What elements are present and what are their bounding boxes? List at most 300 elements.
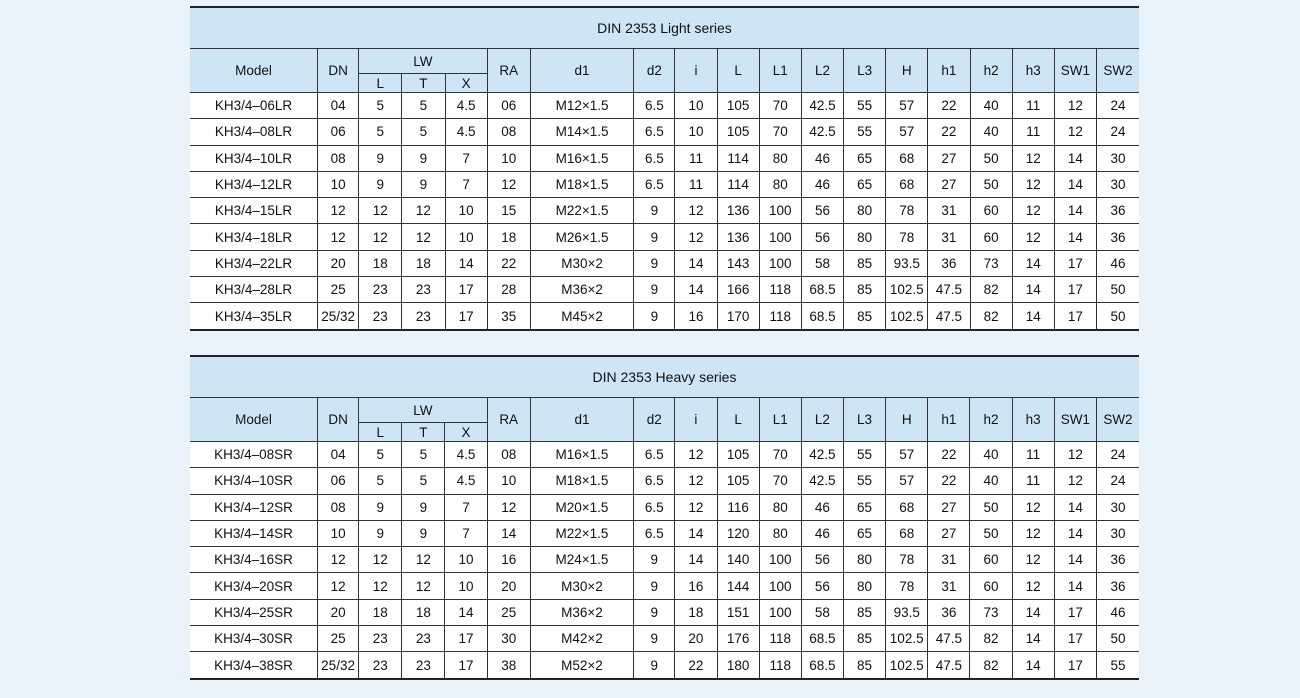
table-cell: 9 [634,573,675,599]
table-cell: 55 [843,442,885,468]
table-cell: 12 [675,442,717,468]
col-sw2: SW2 [1096,398,1139,442]
table-cell: 10 [445,573,487,599]
table-cell: 20 [318,250,359,276]
table-cell: 6.5 [634,145,675,171]
table-cell: 17 [1054,277,1096,303]
heavy-series-table [190,355,1139,680]
table-cell: 14 [1012,626,1054,652]
table-cell: 57 [886,93,928,119]
table-cell: 12 [487,171,530,197]
table-cell: 118 [759,652,801,679]
col-ra: RA [487,398,530,442]
table-cell: 24 [1096,119,1139,145]
table-cell: 27 [928,145,970,171]
table-cell: 50 [970,145,1012,171]
table-cell: 22 [928,119,970,145]
table-title: DIN 2353 Light series [190,7,1139,49]
table-cell: 23 [359,277,402,303]
table-cell: 9 [402,171,445,197]
table-cell: 85 [843,599,885,625]
table-cell: 14 [445,599,487,625]
table-cell: 30 [1096,494,1139,520]
col-sw1: SW1 [1054,49,1096,93]
table-cell: 08 [487,442,530,468]
table-cell: 68 [886,171,928,197]
table-cell: 12 [675,494,717,520]
table-cell: 9 [359,494,402,520]
table-cell: 151 [717,599,759,625]
table-cell: 80 [759,145,801,171]
table-cell: 9 [359,520,402,546]
table-cell: 14 [1054,494,1096,520]
col-h3: h3 [1012,49,1054,93]
model-cell: KH3/4–28LR [190,277,318,303]
table-cell: 70 [759,442,801,468]
model-cell: KH3/4–35LR [190,303,318,330]
table-cell: 14 [675,277,717,303]
table-cell: 56 [801,547,843,573]
col-sw1: SW1 [1054,398,1096,442]
table-cell: 85 [844,277,886,303]
table-cell: 4.5 [445,468,487,494]
col-L3: L3 [844,49,886,93]
table-cell: 47.5 [928,652,970,679]
table-cell: 100 [759,599,801,625]
table-cell: 100 [759,547,801,573]
table-cell: 57 [886,119,928,145]
table-cell: 42.5 [801,93,843,119]
table-cell: 65 [844,145,886,171]
table-cell: 23 [402,277,445,303]
table-cell: 140 [717,547,759,573]
table-cell: 9 [634,652,675,679]
table-cell: 12 [1012,171,1054,197]
table-cell: 08 [318,145,359,171]
table-cell: 85 [844,303,886,330]
table-cell: M30×2 [530,250,633,276]
model-cell: KH3/4–30SR [190,626,318,652]
table-cell: 14 [1012,250,1054,276]
table-cell: 12 [359,198,402,224]
table-cell: 50 [1096,277,1139,303]
table-cell: 4.5 [445,119,487,145]
table-cell: 60 [970,573,1012,599]
table-cell: 27 [928,520,970,546]
table-cell: 14 [1012,277,1054,303]
col-h1: h1 [928,398,970,442]
table-row [190,547,1139,573]
table-cell: 7 [445,520,487,546]
table-cell: 15 [487,198,530,224]
table-cell: 85 [843,626,885,652]
table-cell: 17 [1054,303,1096,330]
table-cell: 7 [445,145,487,171]
table-cell: 12 [318,547,359,573]
table-cell: 70 [759,468,801,494]
table-cell: 12 [1054,93,1096,119]
table-cell: 16 [675,303,717,330]
table-cell: 56 [801,224,843,250]
table-row [190,626,1139,652]
table-cell: 82 [970,277,1012,303]
table-cell: 27 [928,494,970,520]
table-cell: 31 [928,198,970,224]
model-cell: KH3/4–06LR [190,93,318,119]
table-cell: 17 [445,277,487,303]
table-cell: M26×1.5 [530,224,633,250]
table-cell: 14 [1054,145,1096,171]
table-cell: 17 [1054,250,1096,276]
table-cell: 68 [886,520,928,546]
table-cell: 11 [675,145,717,171]
table-cell: 85 [844,250,886,276]
table-cell: 80 [759,494,801,520]
table-cell: 170 [717,303,759,330]
table-cell: 12 [402,198,445,224]
table-cell: 68.5 [801,277,843,303]
table-cell: 25 [487,599,530,625]
table-cell: 04 [318,93,359,119]
table-cell: 80 [759,171,801,197]
table-row [190,468,1139,494]
table-cell: 60 [970,198,1012,224]
table-cell: 100 [759,224,801,250]
table-cell: 23 [359,652,402,679]
model-cell: KH3/4–12LR [190,171,318,197]
table-cell: 22 [928,93,970,119]
table-cell: 55 [843,468,885,494]
model-cell: KH3/4–38SR [190,652,318,679]
table-cell: M24×1.5 [530,547,633,573]
table-cell: 73 [970,250,1012,276]
table-cell: 14 [675,547,717,573]
table-cell: 24 [1096,442,1139,468]
table-cell: 12 [1012,573,1054,599]
table-cell: 14 [675,250,717,276]
table-cell: 10 [675,119,717,145]
table-cell: M52×2 [530,652,633,679]
col-lw: LW [359,398,487,423]
col-d2: d2 [634,398,675,442]
table-cell: 50 [1096,303,1139,330]
table-cell: 60 [970,224,1012,250]
table-cell: 12 [675,468,717,494]
table-row [190,250,1139,276]
table-row [190,93,1139,119]
table-cell: 12 [402,224,445,250]
table-cell: 93.5 [886,599,928,625]
table-row [190,599,1139,625]
table-cell: 47.5 [928,277,970,303]
table-cell: 08 [487,119,530,145]
table-cell: 176 [717,626,759,652]
table-cell: 12 [402,547,445,573]
table-cell: 36 [928,250,970,276]
table-cell: 9 [634,198,675,224]
table-cell: 12 [1012,224,1054,250]
table-cell: 28 [487,277,530,303]
model-cell: KH3/4–08SR [190,442,318,468]
table-cell: 12 [675,198,717,224]
table-cell: 14 [1054,520,1096,546]
table-cell: 42.5 [801,442,843,468]
model-cell: KH3/4–16SR [190,547,318,573]
table-cell: 78 [886,198,928,224]
table-cell: 12 [487,494,530,520]
table-cell: 5 [359,119,402,145]
table-cell: 10 [487,145,530,171]
table-row [190,494,1139,520]
table-cell: 5 [359,93,402,119]
table-cell: 57 [886,442,928,468]
table-cell: 12 [1012,494,1054,520]
table-cell: 18 [402,250,445,276]
table-cell: M16×1.5 [530,145,633,171]
table-row [190,520,1139,546]
table-cell: 25/32 [318,303,359,330]
table-cell: 114 [717,145,759,171]
table-cell: 08 [318,494,359,520]
table-cell: 7 [445,171,487,197]
table-row [190,171,1139,197]
col-d1: d1 [530,49,633,93]
table-cell: 6.5 [634,171,675,197]
table-cell: 20 [318,599,359,625]
table-cell: 14 [1012,652,1054,679]
table-cell: 14 [1054,547,1096,573]
table-cell: 180 [717,652,759,679]
model-cell: KH3/4–20SR [190,573,318,599]
table-cell: 9 [359,171,402,197]
model-cell: KH3/4–14SR [190,520,318,546]
col-d1: d1 [530,398,633,442]
table-cell: M36×2 [530,599,633,625]
table-cell: M45×2 [530,303,633,330]
table-cell: 30 [1096,145,1139,171]
model-cell: KH3/4–18LR [190,224,318,250]
table-cell: 38 [487,652,530,679]
table-cell: 56 [801,198,843,224]
table-row [190,277,1139,303]
table-row [190,198,1139,224]
table-cell: 9 [402,145,445,171]
table-cell: 100 [759,198,801,224]
table-cell: 10 [318,171,359,197]
table-cell: 11 [1012,468,1054,494]
table-cell: 144 [717,573,759,599]
model-cell: KH3/4–15LR [190,198,318,224]
table-cell: 40 [970,93,1012,119]
col-h3: h3 [1012,398,1054,442]
table-cell: 136 [717,198,759,224]
table-cell: 17 [445,303,487,330]
table-cell: 36 [1096,547,1139,573]
table-cell: 5 [402,93,445,119]
table-cell: 18 [359,599,402,625]
table-cell: 30 [1096,520,1139,546]
table-cell: 22 [487,250,530,276]
col-sw2: SW2 [1096,49,1139,93]
table-cell: 7 [445,494,487,520]
table-row [190,224,1139,250]
table-cell: M20×1.5 [530,494,633,520]
col-L2: L2 [801,49,843,93]
table-cell: 6.5 [634,442,675,468]
col-model: Model [190,398,318,442]
table-cell: 70 [759,119,801,145]
col-lw-t: T [402,74,445,93]
col-i: i [675,398,717,442]
table-cell: 16 [487,547,530,573]
table-cell: 9 [634,599,675,625]
table-cell: 20 [675,626,717,652]
table-cell: 12 [1012,198,1054,224]
table-cell: 17 [445,652,487,679]
table-cell: M22×1.5 [530,198,633,224]
table-cell: M14×1.5 [530,119,633,145]
table-cell: 46 [801,520,843,546]
table-cell: 118 [759,277,801,303]
table-cell: 11 [675,171,717,197]
col-lw-x: X [445,423,487,442]
table-cell: M18×1.5 [530,468,633,494]
table-cell: 102.5 [886,277,928,303]
table-cell: 70 [759,93,801,119]
table-cell: 22 [928,468,970,494]
table-cell: 78 [886,573,928,599]
table-cell: 58 [801,250,843,276]
table-cell: 24 [1096,468,1139,494]
table-cell: 36 [1096,224,1139,250]
table-cell: 85 [843,652,885,679]
table-cell: 40 [970,442,1012,468]
table-cell: 46 [1096,599,1139,625]
table-row [190,442,1139,468]
table-cell: 5 [359,468,402,494]
table-cell: 9 [634,547,675,573]
col-H: H [886,398,928,442]
col-h2: h2 [970,398,1012,442]
table-cell: 50 [970,171,1012,197]
table-cell: 55 [844,119,886,145]
table-cell: 25 [318,626,359,652]
table-cell: 80 [843,573,885,599]
table-cell: 12 [1054,119,1096,145]
table-cell: 17 [1054,626,1096,652]
table-cell: 17 [1054,599,1096,625]
table-cell: 31 [928,547,970,573]
table-cell: 14 [1054,171,1096,197]
table-cell: 93.5 [886,250,928,276]
table-cell: 12 [318,224,359,250]
table-cell: 5 [359,442,402,468]
col-lw-l: L [359,423,402,442]
table-cell: 30 [487,626,530,652]
table-cell: 40 [970,468,1012,494]
col-dn: DN [318,49,359,93]
table-cell: 23 [402,626,445,652]
table-cell: 36 [1096,198,1139,224]
table-cell: 105 [717,468,759,494]
table-cell: 23 [359,303,402,330]
light-series-table [190,6,1139,331]
table-cell: 11 [1012,93,1054,119]
table-cell: 40 [970,119,1012,145]
table-cell: 14 [1012,599,1054,625]
table-cell: 14 [1054,224,1096,250]
table-cell: 143 [717,250,759,276]
table-cell: 80 [759,520,801,546]
table-cell: 23 [402,303,445,330]
col-lw: LW [359,49,488,74]
table-cell: 9 [402,520,445,546]
table-cell: 14 [675,520,717,546]
col-H: H [886,49,928,93]
table-cell: 9 [634,277,675,303]
table-cell: 58 [801,599,843,625]
table-cell: M16×1.5 [530,442,633,468]
col-ra: RA [487,49,530,93]
table-cell: 23 [402,652,445,679]
col-L1: L1 [759,398,801,442]
table-cell: 46 [1096,250,1139,276]
table-cell: 23 [359,626,402,652]
table-cell: 68 [886,145,928,171]
table-cell: 10 [487,468,530,494]
table-cell: 102.5 [886,626,928,652]
table-cell: 12 [1054,468,1096,494]
table-cell: 18 [402,599,445,625]
table-cell: 12 [318,198,359,224]
table-cell: 82 [970,626,1012,652]
table-cell: 10 [675,93,717,119]
col-lw-t: T [402,423,445,442]
col-h1: h1 [928,49,970,93]
table-cell: 18 [487,224,530,250]
table-cell: 11 [1012,119,1054,145]
col-lw-x: X [445,74,487,93]
col-L1: L1 [759,49,801,93]
table-cell: 78 [886,547,928,573]
table-cell: M42×2 [530,626,633,652]
table-cell: 50 [970,494,1012,520]
table-cell: M12×1.5 [530,93,633,119]
col-h2: h2 [970,49,1012,93]
table-cell: 12 [1012,145,1054,171]
table-cell: 65 [843,494,885,520]
model-cell: KH3/4–12SR [190,494,318,520]
model-cell: KH3/4–22LR [190,250,318,276]
table-cell: 14 [1012,303,1054,330]
table-cell: 100 [759,573,801,599]
table-cell: 100 [759,250,801,276]
table-cell: 6.5 [634,93,675,119]
col-d2: d2 [634,49,675,93]
table-cell: M30×2 [530,573,633,599]
table-cell: 105 [717,93,759,119]
table-cell: 12 [359,224,402,250]
table-cell: 22 [675,652,717,679]
table-cell: 27 [928,171,970,197]
table-cell: 9 [402,494,445,520]
model-cell: KH3/4–10SR [190,468,318,494]
table-cell: 102.5 [886,652,928,679]
table-cell: 25 [318,277,359,303]
table-cell: 17 [1054,652,1096,679]
table-cell: 10 [318,520,359,546]
table-cell: 14 [487,520,530,546]
